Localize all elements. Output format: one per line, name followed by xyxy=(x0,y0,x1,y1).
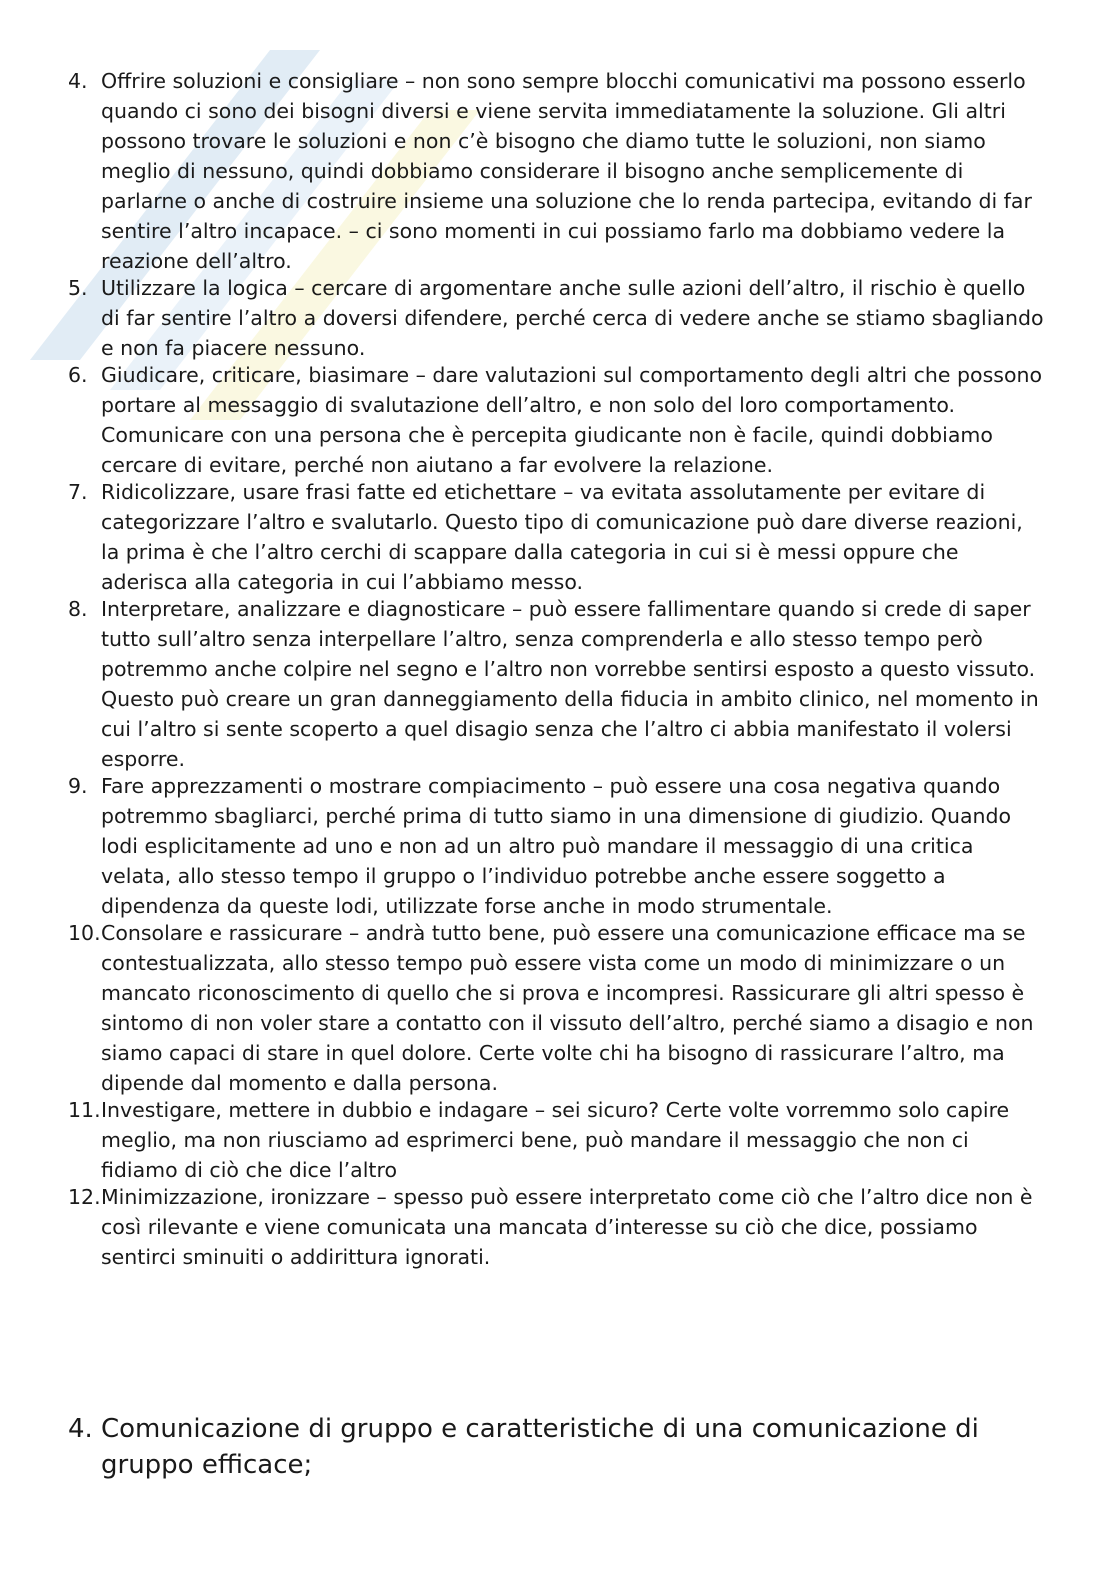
section-heading xyxy=(0,1411,1116,1483)
list-item xyxy=(0,1182,1116,1272)
item-number: 9. xyxy=(68,774,88,798)
item-number: 11. xyxy=(68,1098,101,1122)
list-item xyxy=(0,477,1116,597)
list-item xyxy=(0,594,1116,774)
heading-number: 4. xyxy=(68,1414,93,1444)
item-text: Minimizzazione, ironizzare – spesso può essere interpretato come ciò che l’altro dice non è così rilevante e viene comunicata una mancata d’interesse su ciò che dice, possiamo sentirci sminuiti o addirittura ignorati. xyxy=(101,1185,1033,1269)
list-item xyxy=(0,771,1116,921)
item-number: 8. xyxy=(68,597,88,621)
item-number: 4. xyxy=(68,69,88,93)
list-item xyxy=(0,360,1116,480)
communication-blocks-list xyxy=(0,66,1116,1269)
item-number: 12. xyxy=(68,1185,101,1209)
item-number: 7. xyxy=(68,480,88,504)
list-item xyxy=(0,273,1116,363)
list-item xyxy=(0,918,1116,1098)
list-item xyxy=(0,66,1116,276)
item-number: 10. xyxy=(68,921,101,945)
item-text: Offrire soluzioni e consigliare – non sono sempre blocchi comunicativi ma possono esserlo quando ci sono dei bisogni diversi e viene servita immediatamente la soluzione. Gli altri possono trovare le soluzioni e non c’è bisogno che diamo tutte le soluzioni, non siamo meglio di nessuno, quindi dobbiamo considerare il bisogno anche semplicemente di parlarne o anche di costruire insieme una soluzione che lo renda partecipa, evitando di far sentire l’altro incapace. – ci sono momenti in cui possiamo farlo ma dobbiamo vedere la reazione dell’altro. xyxy=(101,69,1032,273)
item-text: Consolare e rassicurare – andrà tutto bene, può essere una comunicazione efficace ma se contestualizzata, allo stesso tempo può essere vista come un modo di minimizzare o un mancato riconoscimento di quello che si prova e incompresi. Rassicurare gli altri spesso è sintomo di non voler stare a contatto con il vissuto dell’altro, perché siamo a disagio e non siamo capaci di stare in quel dolore. Certe volte chi ha bisogno di rassicurare l’altro, ma dipende dal momento e dalla persona. xyxy=(101,921,1034,1095)
item-text: Utilizzare la logica – cercare di argomentare anche sulle azioni dell’altro, il rischio è quello di far sentire l’altro a doversi difendere, perché cerca di vedere anche se stiamo sbagliando e non fa piacere nessuno. xyxy=(101,276,1044,360)
item-text: Ridicolizzare, usare frasi fatte ed etichettare – va evitata assolutamente per evitare di categorizzare l’altro e svalutarlo. Questo tipo di comunicazione può dare diverse reazioni, la prima è che l’altro cerchi di scappare dalla categoria in cui si è messi oppure che aderisca alla categoria in cui l’abbiamo messo. xyxy=(101,480,1023,594)
item-text: Interpretare, analizzare e diagnosticare – può essere fallimentare quando si crede di saper tutto sull’altro senza interpellare l’altro, senza comprenderla e allo stesso tempo però potremmo anche colpire nel segno e l’altro non vorrebbe sentirsi esposto a questo vissuto. Questo può creare un gran danneggiamento della fiducia in ambito clinico, nel momento in cui l’altro si sente scoperto a quel disagio senza che l’altro ci abbia manifestato il volersi esporre. xyxy=(101,597,1039,771)
item-text: Investigare, mettere in dubbio e indagare – sei sicuro? Certe volte vorremmo solo capire meglio, ma non riusciamo ad esprimerci bene, può mandare il messaggio che non ci fidiamo di ciò che dice l’altro xyxy=(101,1098,1010,1182)
list-item xyxy=(0,1095,1116,1185)
heading-text: Comunicazione di gruppo e caratteristiche di una comunicazione di gruppo efficace; xyxy=(101,1414,979,1480)
item-text: Fare apprezzamenti o mostrare compiacimento – può essere una cosa negativa quando potremmo sbagliarci, perché prima di tutto siamo in una dimensione di giudizio. Quando lodi esplicitamente ad uno e non ad un altro può mandare il messaggio di una critica velata, allo stesso tempo il gruppo o l’individuo potrebbe anche essere soggetto a dipendenza da queste lodi, utilizzate forse anche in modo strumentale. xyxy=(101,774,1012,918)
item-text: Giudicare, criticare, biasimare – dare valutazioni sul comportamento degli altri che possono portare al messaggio di svalutazione dell’altro, e non solo del loro comportamento. Comunicare con una persona che è percepita giudicante non è facile, quindi dobbiamo cercare di evitare, perché non aiutano a far evolvere la relazione. xyxy=(101,363,1043,477)
item-number: 5. xyxy=(68,276,88,300)
item-number: 6. xyxy=(68,363,88,387)
